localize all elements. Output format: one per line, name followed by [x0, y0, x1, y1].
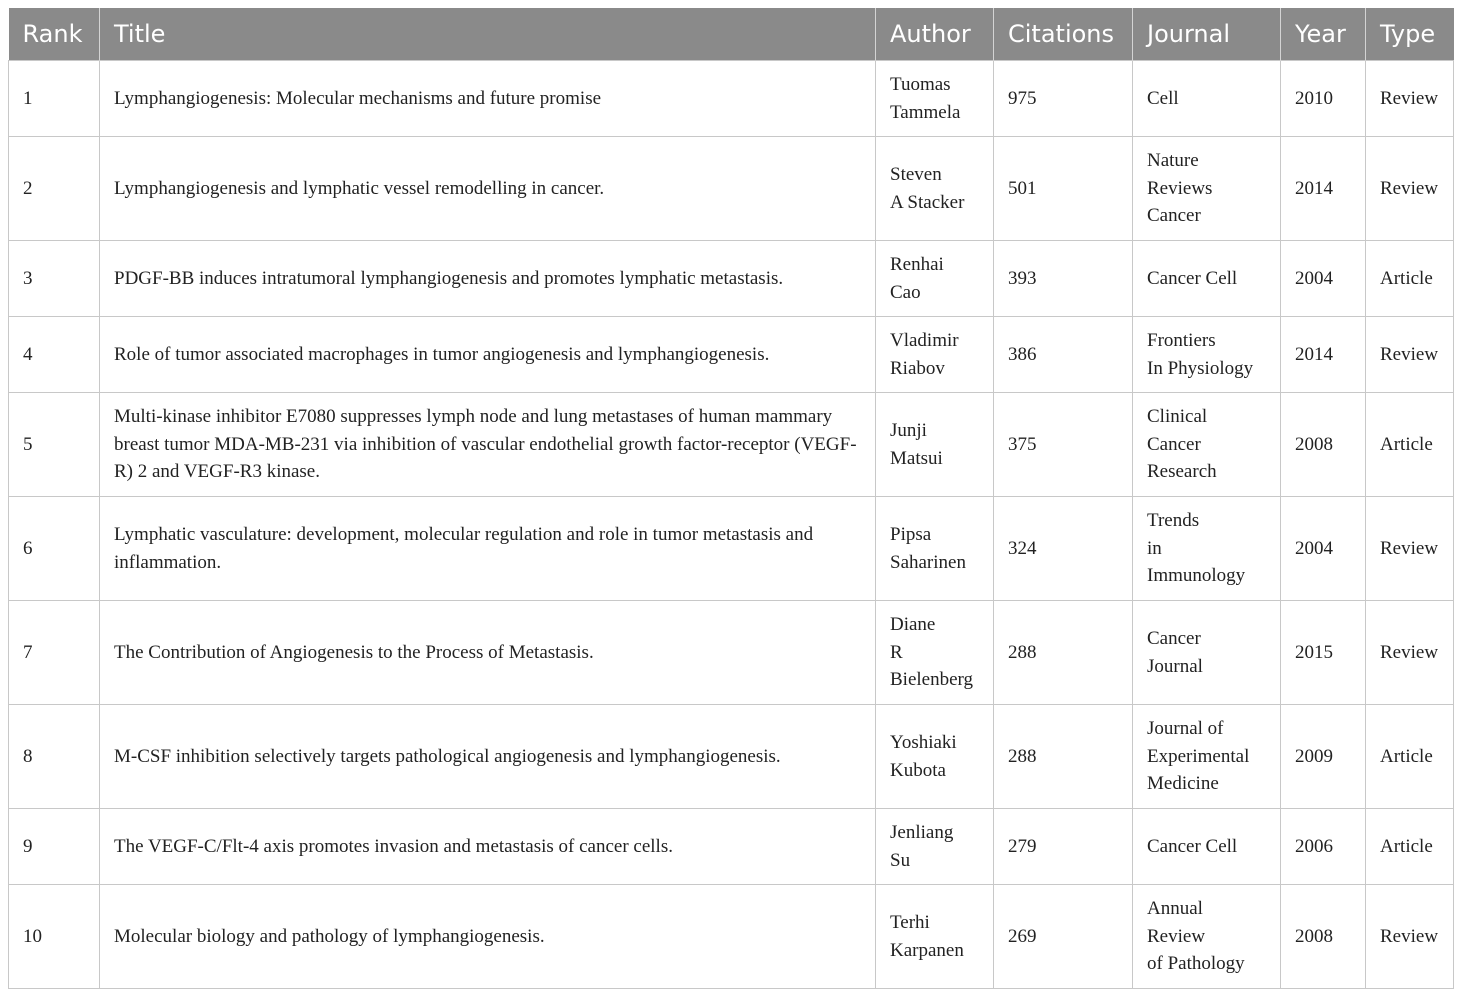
cell-type: Article — [1366, 705, 1454, 809]
cell-title: Lymphangiogenesis and lymphatic vessel remodelling in cancer. — [100, 137, 876, 241]
cell-journal-line: In Physiology — [1147, 357, 1254, 379]
cell-rank: 6 — [9, 497, 100, 601]
table-row — [9, 393, 1454, 497]
cell-journal-line: of Pathology — [1147, 953, 1245, 975]
cell-journal — [1133, 393, 1281, 497]
table-row — [9, 137, 1454, 241]
cell-title: The Contribution of Angiogenesis to the Process of Metastasis. — [100, 601, 876, 705]
cell-author-line: Tuomas — [890, 74, 951, 95]
cell-year: 2004 — [1281, 497, 1366, 601]
cell-type: Review — [1366, 497, 1454, 601]
cell-journal-line: Research — [1147, 461, 1217, 483]
cell-citations: 501 — [994, 137, 1133, 241]
cell-citations: 975 — [994, 61, 1133, 137]
cell-journal-line: Journal of — [1147, 718, 1224, 740]
cell-type: Review — [1366, 885, 1454, 989]
cell-author — [876, 809, 994, 885]
cell-journal-line: Medicine — [1147, 773, 1219, 795]
cell-title: The VEGF-C/Flt-4 axis promotes invasion and metastasis of cancer cells. — [100, 809, 876, 885]
cell-journal-line: Clinical — [1147, 406, 1208, 428]
cell-journal-line: Frontiers — [1147, 330, 1216, 351]
cell-journal — [1133, 497, 1281, 601]
cell-year: 2014 — [1281, 317, 1366, 393]
header-title: Title — [100, 8, 876, 61]
cell-author-line: Su — [890, 849, 911, 871]
cell-journal-line: Cancer Cell — [1147, 835, 1238, 857]
cell-year: 2009 — [1281, 705, 1366, 809]
table-row — [9, 317, 1454, 393]
cell-author-line: Steven — [890, 164, 942, 185]
table-row — [9, 809, 1454, 885]
cell-author-line: Terhi — [890, 912, 930, 933]
cell-author-line: Jenliang — [890, 822, 954, 843]
cell-rank: 10 — [9, 885, 100, 989]
cell-title: M-CSF inhibition selectively targets pathological angiogenesis and lymphangiogenesis. — [100, 705, 876, 809]
cell-year: 2010 — [1281, 61, 1366, 137]
cell-author — [876, 601, 994, 705]
cell-type: Review — [1366, 601, 1454, 705]
cell-journal-line: Immunology — [1147, 565, 1246, 587]
cell-title: Role of tumor associated macrophages in tumor angiogenesis and lymphangiogenesis. — [100, 317, 876, 393]
cell-citations: 324 — [994, 497, 1133, 601]
cell-rank: 3 — [9, 241, 100, 317]
cell-rank: 2 — [9, 137, 100, 241]
cell-author — [876, 137, 994, 241]
table-row — [9, 61, 1454, 137]
cell-author — [876, 317, 994, 393]
cell-journal-line: Cancer — [1147, 628, 1201, 649]
citation-table — [8, 8, 1454, 989]
header-year: Year — [1281, 8, 1366, 61]
cell-type: Review — [1366, 137, 1454, 241]
cell-author-line: Tammela — [890, 101, 961, 123]
header-type: Type — [1366, 8, 1454, 61]
cell-journal — [1133, 317, 1281, 393]
cell-journal — [1133, 885, 1281, 989]
cell-rank: 5 — [9, 393, 100, 497]
cell-title: Lymphangiogenesis: Molecular mechanisms and future promise — [100, 61, 876, 137]
header-citations: Citations — [994, 8, 1133, 61]
cell-citations: 386 — [994, 317, 1133, 393]
cell-journal-line: Reviews — [1147, 177, 1213, 199]
cell-journal — [1133, 61, 1281, 137]
cell-author-line: Karpanen — [890, 939, 964, 961]
table-header-row — [9, 8, 1454, 61]
cell-journal-line: Review — [1147, 925, 1206, 947]
cell-author — [876, 885, 994, 989]
cell-year: 2008 — [1281, 393, 1366, 497]
cell-author-line: Riabov — [890, 357, 945, 379]
cell-journal-line: Cancer — [1147, 205, 1201, 227]
cell-journal-line: in — [1147, 537, 1162, 559]
cell-author-line: Renhai — [890, 254, 944, 275]
cell-journal — [1133, 241, 1281, 317]
cell-journal — [1133, 137, 1281, 241]
cell-type: Article — [1366, 241, 1454, 317]
cell-journal — [1133, 601, 1281, 705]
cell-citations: 288 — [994, 705, 1133, 809]
cell-author — [876, 61, 994, 137]
cell-journal-line: Nature — [1147, 150, 1199, 172]
cell-citations: 375 — [994, 393, 1133, 497]
cell-author-line: Bielenberg — [890, 669, 974, 691]
cell-rank: 7 — [9, 601, 100, 705]
cell-author-line: Cao — [890, 281, 921, 303]
cell-title: Molecular biology and pathology of lymphangiogenesis. — [100, 885, 876, 989]
cell-author-line: Kubota — [890, 759, 946, 781]
cell-author-line: Vladimir — [890, 330, 959, 351]
citation-table-container — [8, 8, 1453, 989]
cell-author-line: R — [890, 641, 903, 663]
cell-author — [876, 497, 994, 601]
cell-author — [876, 705, 994, 809]
cell-title: PDGF-BB induces intratumoral lymphangiogenesis and promotes lymphatic metastasis. — [100, 241, 876, 317]
cell-journal-line: Trends — [1147, 510, 1200, 532]
cell-citations: 279 — [994, 809, 1133, 885]
table-row — [9, 241, 1454, 317]
cell-title: Multi-kinase inhibitor E7080 suppresses lymph node and lung metastases of human mammary breast tumor MDA-MB-231 via inhibition of vascular endothelial growth factor-receptor (VEGF-R) 2 and VEGF-R3 kinase. — [100, 393, 876, 497]
table-row — [9, 497, 1454, 601]
cell-citations: 269 — [994, 885, 1133, 989]
header-rank: Rank — [9, 8, 100, 61]
cell-type: Article — [1366, 393, 1454, 497]
cell-rank: 9 — [9, 809, 100, 885]
cell-author-line: Matsui — [890, 447, 943, 469]
cell-author-line: Saharinen — [890, 551, 966, 573]
cell-journal-line: Journal — [1147, 655, 1203, 677]
cell-author-line: Pipsa — [890, 524, 932, 545]
cell-type: Article — [1366, 809, 1454, 885]
table-body — [9, 61, 1454, 989]
table-row — [9, 885, 1454, 989]
cell-author — [876, 393, 994, 497]
cell-journal-line: Cancer Cell — [1147, 267, 1238, 289]
cell-author-line: Diane — [890, 614, 936, 636]
cell-journal-line: Experimental — [1147, 745, 1250, 767]
cell-citations: 393 — [994, 241, 1133, 317]
cell-journal — [1133, 705, 1281, 809]
cell-rank: 1 — [9, 61, 100, 137]
table-row — [9, 601, 1454, 705]
cell-author — [876, 241, 994, 317]
cell-journal — [1133, 809, 1281, 885]
cell-year: 2006 — [1281, 809, 1366, 885]
header-author: Author — [876, 8, 994, 61]
cell-journal-line: Cell — [1147, 87, 1179, 109]
cell-author-line: Junji — [890, 420, 927, 441]
cell-journal-line: Cancer — [1147, 433, 1201, 455]
cell-year: 2014 — [1281, 137, 1366, 241]
cell-rank: 8 — [9, 705, 100, 809]
cell-year: 2015 — [1281, 601, 1366, 705]
header-journal: Journal — [1133, 8, 1281, 61]
table-row — [9, 705, 1454, 809]
cell-author-line: Yoshiaki — [890, 732, 957, 753]
cell-rank: 4 — [9, 317, 100, 393]
cell-year: 2004 — [1281, 241, 1366, 317]
cell-author-line: A Stacker — [890, 191, 965, 213]
cell-citations: 288 — [994, 601, 1133, 705]
cell-type: Review — [1366, 317, 1454, 393]
cell-year: 2008 — [1281, 885, 1366, 989]
cell-title: Lymphatic vasculature: development, molecular regulation and role in tumor metastasis and inflammation. — [100, 497, 876, 601]
cell-journal-line: Annual — [1147, 898, 1203, 920]
cell-type: Review — [1366, 61, 1454, 137]
